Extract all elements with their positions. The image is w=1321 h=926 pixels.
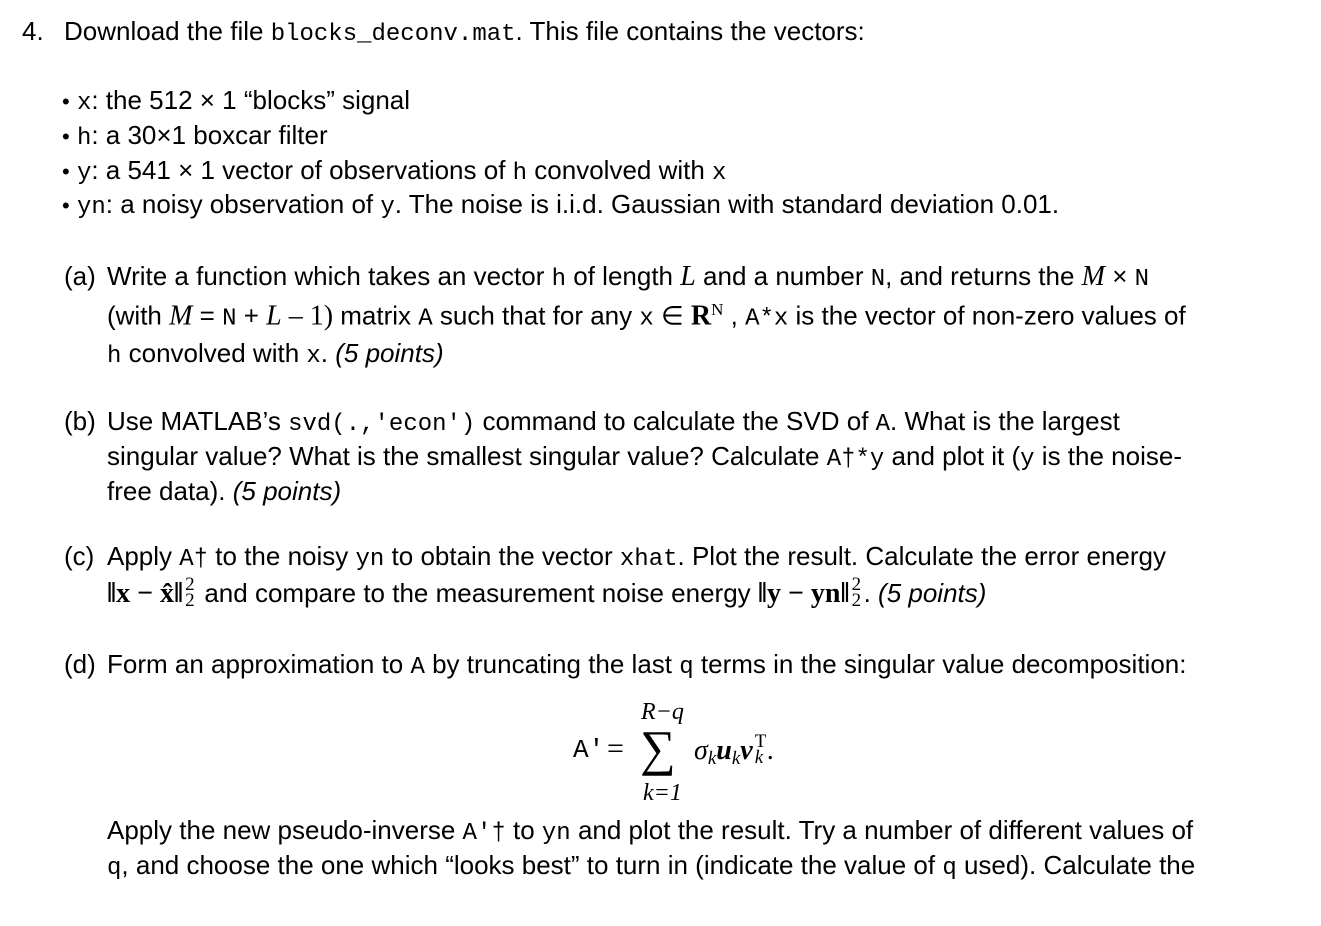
text: is the noise- bbox=[1034, 441, 1182, 471]
text: + bbox=[236, 300, 267, 331]
summation-icon: ∑ bbox=[640, 720, 676, 776]
vector-name: h bbox=[76, 125, 92, 152]
text: . Plot the result. Calculate the error energy bbox=[677, 541, 1166, 571]
math-noise-norm: ‖y − yn‖ bbox=[757, 578, 850, 609]
part-d-line-1 bbox=[107, 651, 1186, 680]
equation-lhs: A′ bbox=[573, 735, 605, 765]
part-d-line-3 bbox=[107, 852, 1195, 881]
text: to the noisy bbox=[208, 541, 356, 571]
math-L: L bbox=[680, 261, 696, 292]
part-b-line-1 bbox=[107, 408, 1120, 437]
text: to obtain the vector bbox=[384, 541, 620, 571]
math-R: R bbox=[690, 300, 712, 332]
filename: blocks_deconv.mat bbox=[270, 21, 516, 48]
part-a-label: (a) bbox=[64, 261, 96, 291]
vector-name: yn bbox=[76, 194, 106, 221]
equation-equals: = bbox=[607, 732, 624, 765]
vector-desc: : a noisy observation of bbox=[105, 189, 381, 219]
code-x: x bbox=[306, 343, 321, 370]
text: (with bbox=[107, 300, 170, 331]
code-q: q bbox=[107, 855, 122, 882]
text: is the vector of non-zero values of bbox=[788, 300, 1186, 331]
math-sub: 2 bbox=[185, 590, 195, 612]
text: used). Calculate the bbox=[956, 850, 1196, 880]
code-pinv-y: A†*y bbox=[826, 446, 885, 473]
code-y: y bbox=[1020, 446, 1035, 473]
math-L: L bbox=[266, 300, 282, 332]
vector-name: x bbox=[76, 90, 92, 117]
vector-desc: : a 541 × 1 vector of observations of bbox=[91, 155, 513, 185]
bullet-icon: • bbox=[62, 159, 70, 184]
code-xhat: xhat bbox=[619, 546, 678, 573]
part-c-label: (c) bbox=[64, 541, 95, 571]
code-q: q bbox=[679, 654, 694, 681]
code-h: h bbox=[551, 266, 567, 293]
part-c-line-2 bbox=[107, 574, 987, 612]
vector-list-item bbox=[62, 191, 1059, 220]
code-yn: yn bbox=[355, 546, 385, 573]
text: ∈ bbox=[653, 300, 691, 331]
equation-lower-limit: k=1 bbox=[643, 780, 682, 806]
text: convolved with bbox=[121, 338, 307, 368]
text: singular value? What is the smallest singular value? Calculate bbox=[107, 441, 827, 471]
code-N: N bbox=[1134, 266, 1150, 293]
math-minus-one: – 1) bbox=[281, 300, 334, 332]
text: free data). bbox=[107, 476, 233, 506]
text: Use MATLAB’s bbox=[107, 406, 289, 436]
text: . bbox=[863, 578, 879, 608]
part-a-line-3 bbox=[107, 340, 444, 369]
part-c-line-1 bbox=[107, 543, 1166, 572]
math-M: M bbox=[1081, 261, 1105, 292]
text: × bbox=[1105, 261, 1135, 291]
vector-name: y bbox=[76, 160, 92, 187]
part-a-line-2 bbox=[107, 301, 1186, 332]
text: Apply bbox=[107, 541, 180, 571]
math-sub: k bbox=[731, 748, 741, 769]
vector-ref: y bbox=[380, 194, 395, 221]
part-b-label: (b) bbox=[64, 406, 96, 436]
points-label: (5 points) bbox=[878, 578, 987, 608]
bullet-icon: • bbox=[62, 89, 70, 114]
equation-terms bbox=[694, 731, 774, 769]
text: , bbox=[723, 300, 746, 331]
text: by truncating the last bbox=[424, 649, 680, 679]
text: such that for any bbox=[432, 300, 640, 331]
code-h: h bbox=[107, 343, 122, 370]
math-sigma: σ bbox=[694, 735, 708, 766]
code-svd: svd(.,'econ') bbox=[288, 411, 476, 438]
vector-list-item bbox=[62, 157, 726, 186]
math-v: v bbox=[740, 735, 753, 766]
part-a-line-1 bbox=[107, 263, 1149, 292]
problem-number: 4. bbox=[22, 16, 44, 46]
text: . What is the largest bbox=[890, 406, 1120, 436]
text: and plot the result. Try a number of different values of bbox=[570, 815, 1194, 845]
code-N: N bbox=[870, 266, 886, 293]
vector-desc: : the 512 × 1 “blocks” signal bbox=[91, 85, 411, 115]
text: . bbox=[320, 338, 336, 368]
code-N: N bbox=[222, 305, 237, 333]
code-Ax: A*x bbox=[745, 305, 789, 333]
vector-ref: h bbox=[512, 160, 528, 187]
code-A: A bbox=[410, 654, 425, 681]
intro-text-1: Download the file bbox=[64, 16, 271, 46]
math-subsup bbox=[753, 731, 767, 769]
text: and compare to the measurement noise energy bbox=[197, 578, 758, 608]
code-q: q bbox=[942, 855, 957, 882]
bullet-icon: • bbox=[62, 193, 70, 218]
bullet-icon: • bbox=[62, 124, 70, 149]
math-sup: T bbox=[754, 731, 767, 753]
math-error-norm: ‖x − x̂‖ bbox=[107, 578, 184, 609]
text: , and returns the bbox=[885, 261, 1082, 291]
math-sup-N: N bbox=[711, 300, 724, 319]
code-yn: yn bbox=[541, 820, 571, 847]
vector-desc: . The noise is i.i.d. Gaussian with standard deviation 0.01. bbox=[394, 189, 1060, 219]
text: , and choose the one which “looks best” to turn in (indicate the value of bbox=[121, 850, 943, 880]
vector-list-item bbox=[62, 87, 410, 116]
equation-upper-limit: R−q bbox=[641, 699, 684, 725]
vector-desc: convolved with bbox=[527, 155, 713, 185]
math-M: M bbox=[169, 300, 193, 332]
math-subsup bbox=[183, 574, 197, 612]
math-period: . bbox=[766, 735, 774, 766]
vector-list-item bbox=[62, 122, 328, 151]
text: Form an approximation to bbox=[107, 649, 411, 679]
part-b-line-2 bbox=[107, 443, 1182, 472]
text: to bbox=[505, 815, 542, 845]
text: of length bbox=[566, 261, 681, 291]
text: terms in the singular value decomposition: bbox=[693, 649, 1187, 679]
vector-desc: : a 30×1 boxcar filter bbox=[91, 120, 328, 150]
code-x: x bbox=[639, 305, 654, 333]
math-sup: 2 bbox=[851, 574, 862, 596]
part-d-label: (d) bbox=[64, 649, 96, 679]
math-u: u bbox=[716, 735, 732, 766]
math-subsup bbox=[850, 574, 864, 612]
text: and plot it ( bbox=[884, 441, 1021, 471]
text: matrix bbox=[333, 300, 419, 331]
code-A: A bbox=[418, 305, 433, 333]
text: and a number bbox=[695, 261, 871, 291]
part-d-line-2 bbox=[107, 817, 1193, 846]
points-label: (5 points) bbox=[232, 476, 342, 506]
code-pinv-prime: A'† bbox=[462, 820, 506, 847]
vector-ref: x bbox=[712, 160, 727, 187]
intro-text-2: . This file contains the vectors: bbox=[515, 16, 865, 46]
points-label: (5 points) bbox=[335, 338, 444, 368]
text: command to calculate the SVD of bbox=[475, 406, 876, 436]
code-pinv: A† bbox=[179, 546, 209, 573]
code-A: A bbox=[875, 411, 891, 438]
text: = bbox=[192, 300, 223, 331]
problem-intro bbox=[64, 18, 865, 47]
math-sub: k bbox=[754, 747, 764, 769]
part-b-line-3 bbox=[107, 478, 341, 504]
math-sub: 2 bbox=[851, 590, 862, 612]
text: Write a function which takes an vector bbox=[107, 261, 552, 291]
math-sup: 2 bbox=[185, 574, 195, 596]
text: Apply the new pseudo-inverse bbox=[107, 815, 463, 845]
math-sub: k bbox=[707, 748, 717, 769]
